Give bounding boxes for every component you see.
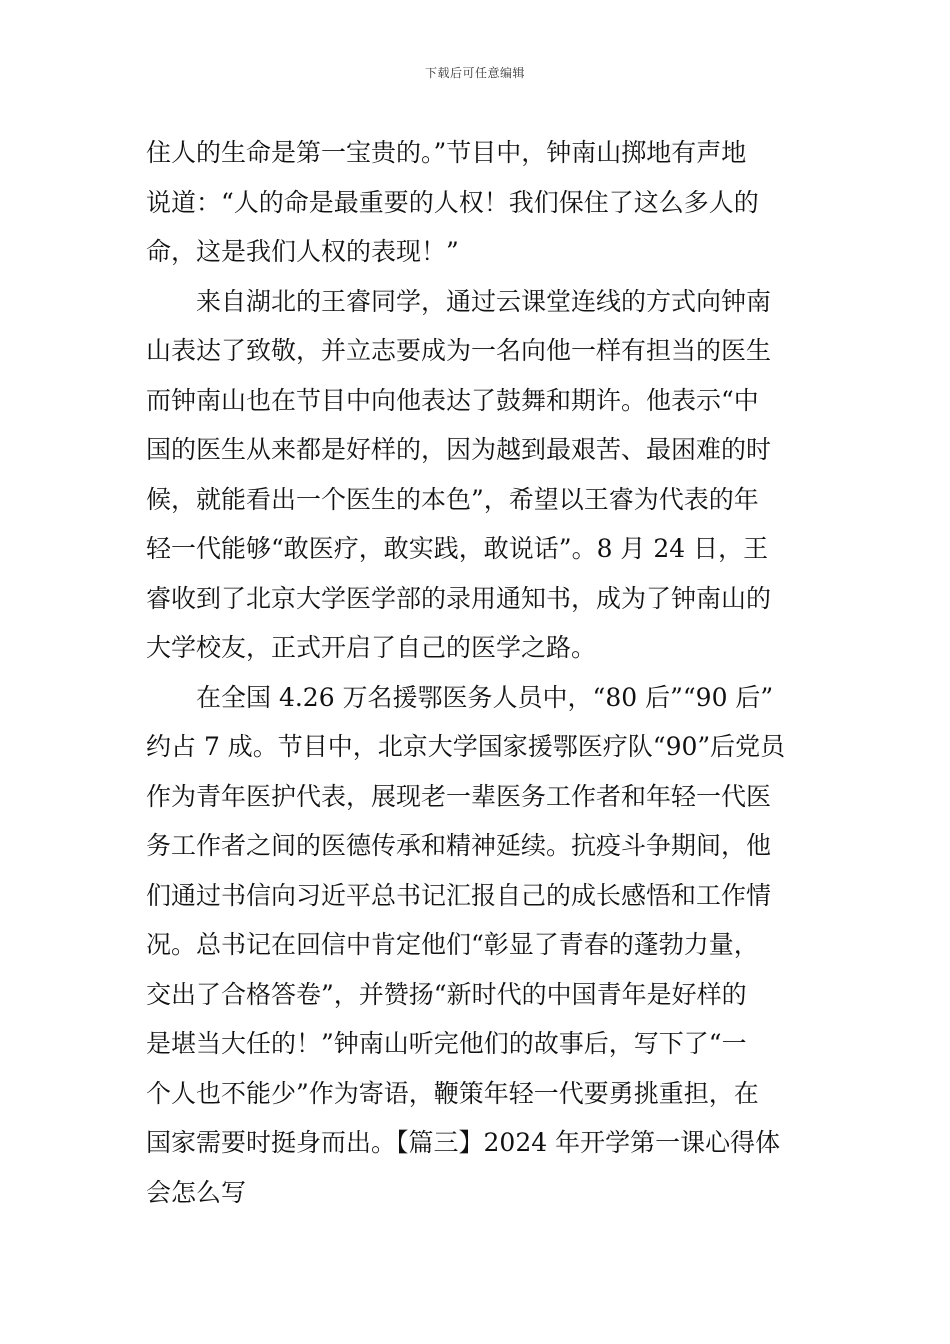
document-body bbox=[146, 128, 810, 1217]
text-line: 来自湖北的王睿同学，通过云课堂连线的方式向钟南 bbox=[196, 286, 772, 316]
text-line: 候，就能看出一个医生的本色”，希望以王睿为代表的年 bbox=[146, 484, 759, 514]
text-line: 们通过书信向习近平总书记汇报自己的成长感悟和工作情 bbox=[146, 880, 772, 910]
text-line: 山表达了致敬，并立志要成为一名向他一样有担当的医生 bbox=[146, 336, 772, 365]
text-line: 交出了合格答卷”，并赞扬“新时代的中国青年是好样的 bbox=[146, 979, 747, 1009]
text-line: 而钟南山也在节目中向他表达了鼓舞和期许。他表示“中 bbox=[146, 385, 759, 415]
text-line: 睿收到了北京大学医学部的录用通知书，成为了钟南山的 bbox=[146, 583, 772, 613]
text-line: 轻一代能够“敢医疗，敢实践，敢说话”。8 月 24 日，王 bbox=[146, 534, 769, 563]
text-line: 在全国 4.26 万名援鄂医务人员中，“80 后”“90 后” bbox=[196, 682, 774, 712]
text-line: 作为青年医护代表，展现老一辈医务工作者和年轻一代医 bbox=[146, 781, 772, 811]
text-line: 个人也不能少”作为寄语，鞭策年轻一代要勇挑重担，在 bbox=[146, 1078, 759, 1108]
page-header: 下载后可任意编辑 bbox=[424, 66, 525, 80]
text-line: 国的医生从来都是好样的，因为越到最艰苦、最困难的时 bbox=[146, 435, 772, 464]
text-line: 务工作者之间的医德传承和精神延续。抗疫斗争期间，他 bbox=[146, 831, 772, 860]
text-line: 是堪当大任的！”钟南山听完他们的故事后，写下了“一 bbox=[146, 1029, 747, 1058]
text-line: 约占 7 成。节目中，北京大学国家援鄂医疗队“90”后党员 bbox=[146, 732, 786, 761]
text-line: 住人的生命是第一宝贵的。”节目中，钟南山掷地有声地 bbox=[146, 138, 747, 167]
text-line: 说道：“人的命是最重要的人权！我们保住了这么多人的 bbox=[146, 187, 759, 217]
text-line: 命，这是我们人权的表现！” bbox=[146, 237, 459, 266]
text-line: 国家需要时挺身而出。【篇三】2024 年开学第一课心得体 bbox=[146, 1128, 781, 1157]
text-line: 大学校友，正式开启了自己的医学之路。 bbox=[146, 633, 597, 662]
text-line: 会怎么写 bbox=[146, 1177, 247, 1207]
text-line: 况。总书记在回信中肯定他们“彰显了青春的蓬勃力量， bbox=[146, 930, 759, 959]
